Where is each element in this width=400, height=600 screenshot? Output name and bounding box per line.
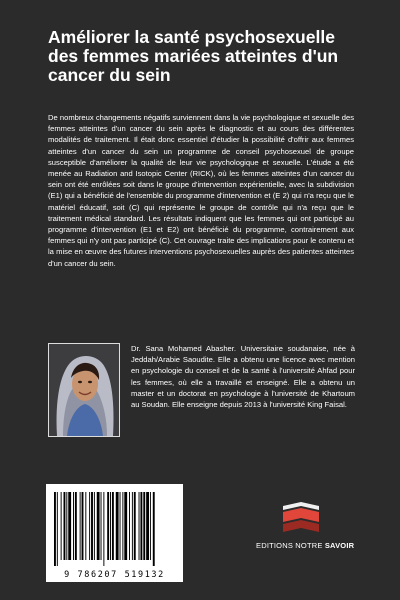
barcode-bar	[61, 492, 62, 560]
book-title: Améliorer la santé psychosexuelle des femmes mariées atteintes d'un cancer du sein	[48, 27, 339, 85]
barcode-bar	[80, 492, 81, 560]
barcode-bar	[122, 492, 123, 560]
barcode-bar	[97, 492, 100, 560]
barcode-bar	[150, 492, 151, 560]
barcode-bar	[82, 492, 84, 560]
barcode-bar	[116, 492, 119, 560]
barcode-bars	[46, 484, 183, 568]
author-portrait-image	[49, 344, 119, 436]
barcode-bar	[94, 492, 95, 560]
book-abstract: De nombreux changements négatifs surviennent dans la vie psychologique et sexuelle des femmes atteintes d'un cancer du sein après le diagnostic et au cours des différentes modalités de traitement. Il était donc essentiel d'étudier la possibilité d'offrir aux femmes atteintes d'un cancer du sein un programme de conseil psychosexuel de groupe susceptible d'améliorer la qualité de leur vie psychologique et sexuelle. L'étude a été menée au Radiation and Isotopic Center (RICK), où les femmes atteintes d'un cancer du sein ont été enrôlées soit dans le groupe d'intervention expérientielle, avec la subdivision (E1) qui a bénéficié de l'ensemble du programme d'intervention et (E 2) qui n'a reçu que le matériel éducatif, soit (C) qui représente le groupe de contrôle qui n'a reçu que le traitement médical standard. Les résultats indiquent que les femmes qui ont participé au programme d'intervention (E1 et E2) ont bénéficié du programme, contrairement aux femmes qui n'y ont pas participé (C). Cet ouvrage traite des implications pour le contenu et la mise en œuvre des futures interventions psychosexuelles auprès des patientes atteintes d'un cancer du sein.	[48, 113, 354, 268]
barcode-bar	[134, 492, 136, 560]
barcode-bar	[73, 492, 74, 560]
barcode-bar	[101, 492, 102, 560]
barcode-bar	[143, 492, 145, 560]
barcode-bar	[107, 492, 109, 560]
isbn-barcode	[46, 484, 183, 582]
author-photo	[48, 343, 120, 437]
barcode-bar	[124, 492, 127, 560]
barcode-bar	[140, 492, 142, 560]
publisher-block	[256, 500, 355, 550]
barcode-bar	[89, 492, 90, 560]
barcode-bar	[54, 492, 56, 566]
barcode-bar	[103, 492, 104, 566]
barcode-bar	[132, 492, 133, 560]
isbn-number: 9 786207 519132	[64, 570, 165, 580]
barcode-bar	[91, 492, 93, 560]
barcode-bar	[68, 492, 71, 560]
barcode-bar	[120, 492, 121, 560]
barcode-bar	[110, 492, 111, 560]
publisher-name: EDITIONS NOTRE SAVOIR	[256, 541, 355, 550]
barcode-bar	[75, 492, 77, 560]
barcode-bar	[139, 492, 140, 560]
barcode-bar	[153, 492, 155, 566]
barcode-bar	[64, 492, 66, 560]
publisher-logo-icon	[279, 500, 323, 534]
barcode-bar	[57, 492, 58, 566]
barcode-bar	[129, 492, 130, 560]
barcode-bar	[112, 492, 114, 560]
barcode-bar	[146, 492, 149, 560]
barcode-bar	[66, 492, 67, 560]
barcode-bar	[85, 492, 86, 560]
author-biography: Dr. Sana Mohamed Abasher. Universitaire soudanaise, née à Jeddah/Arabie Saoudite. Elle a obtenu une licence avec mention en psychologie du conseil et de la santé à l'université Ahfad pour les femmes, où elle a travaillé et enseigné. Elle a obtenu un master et un doctorat en psychologie à l'université de Khartoum au Soudan. Elle enseigne depuis 2013 à l'université King Faisal.	[131, 344, 355, 410]
